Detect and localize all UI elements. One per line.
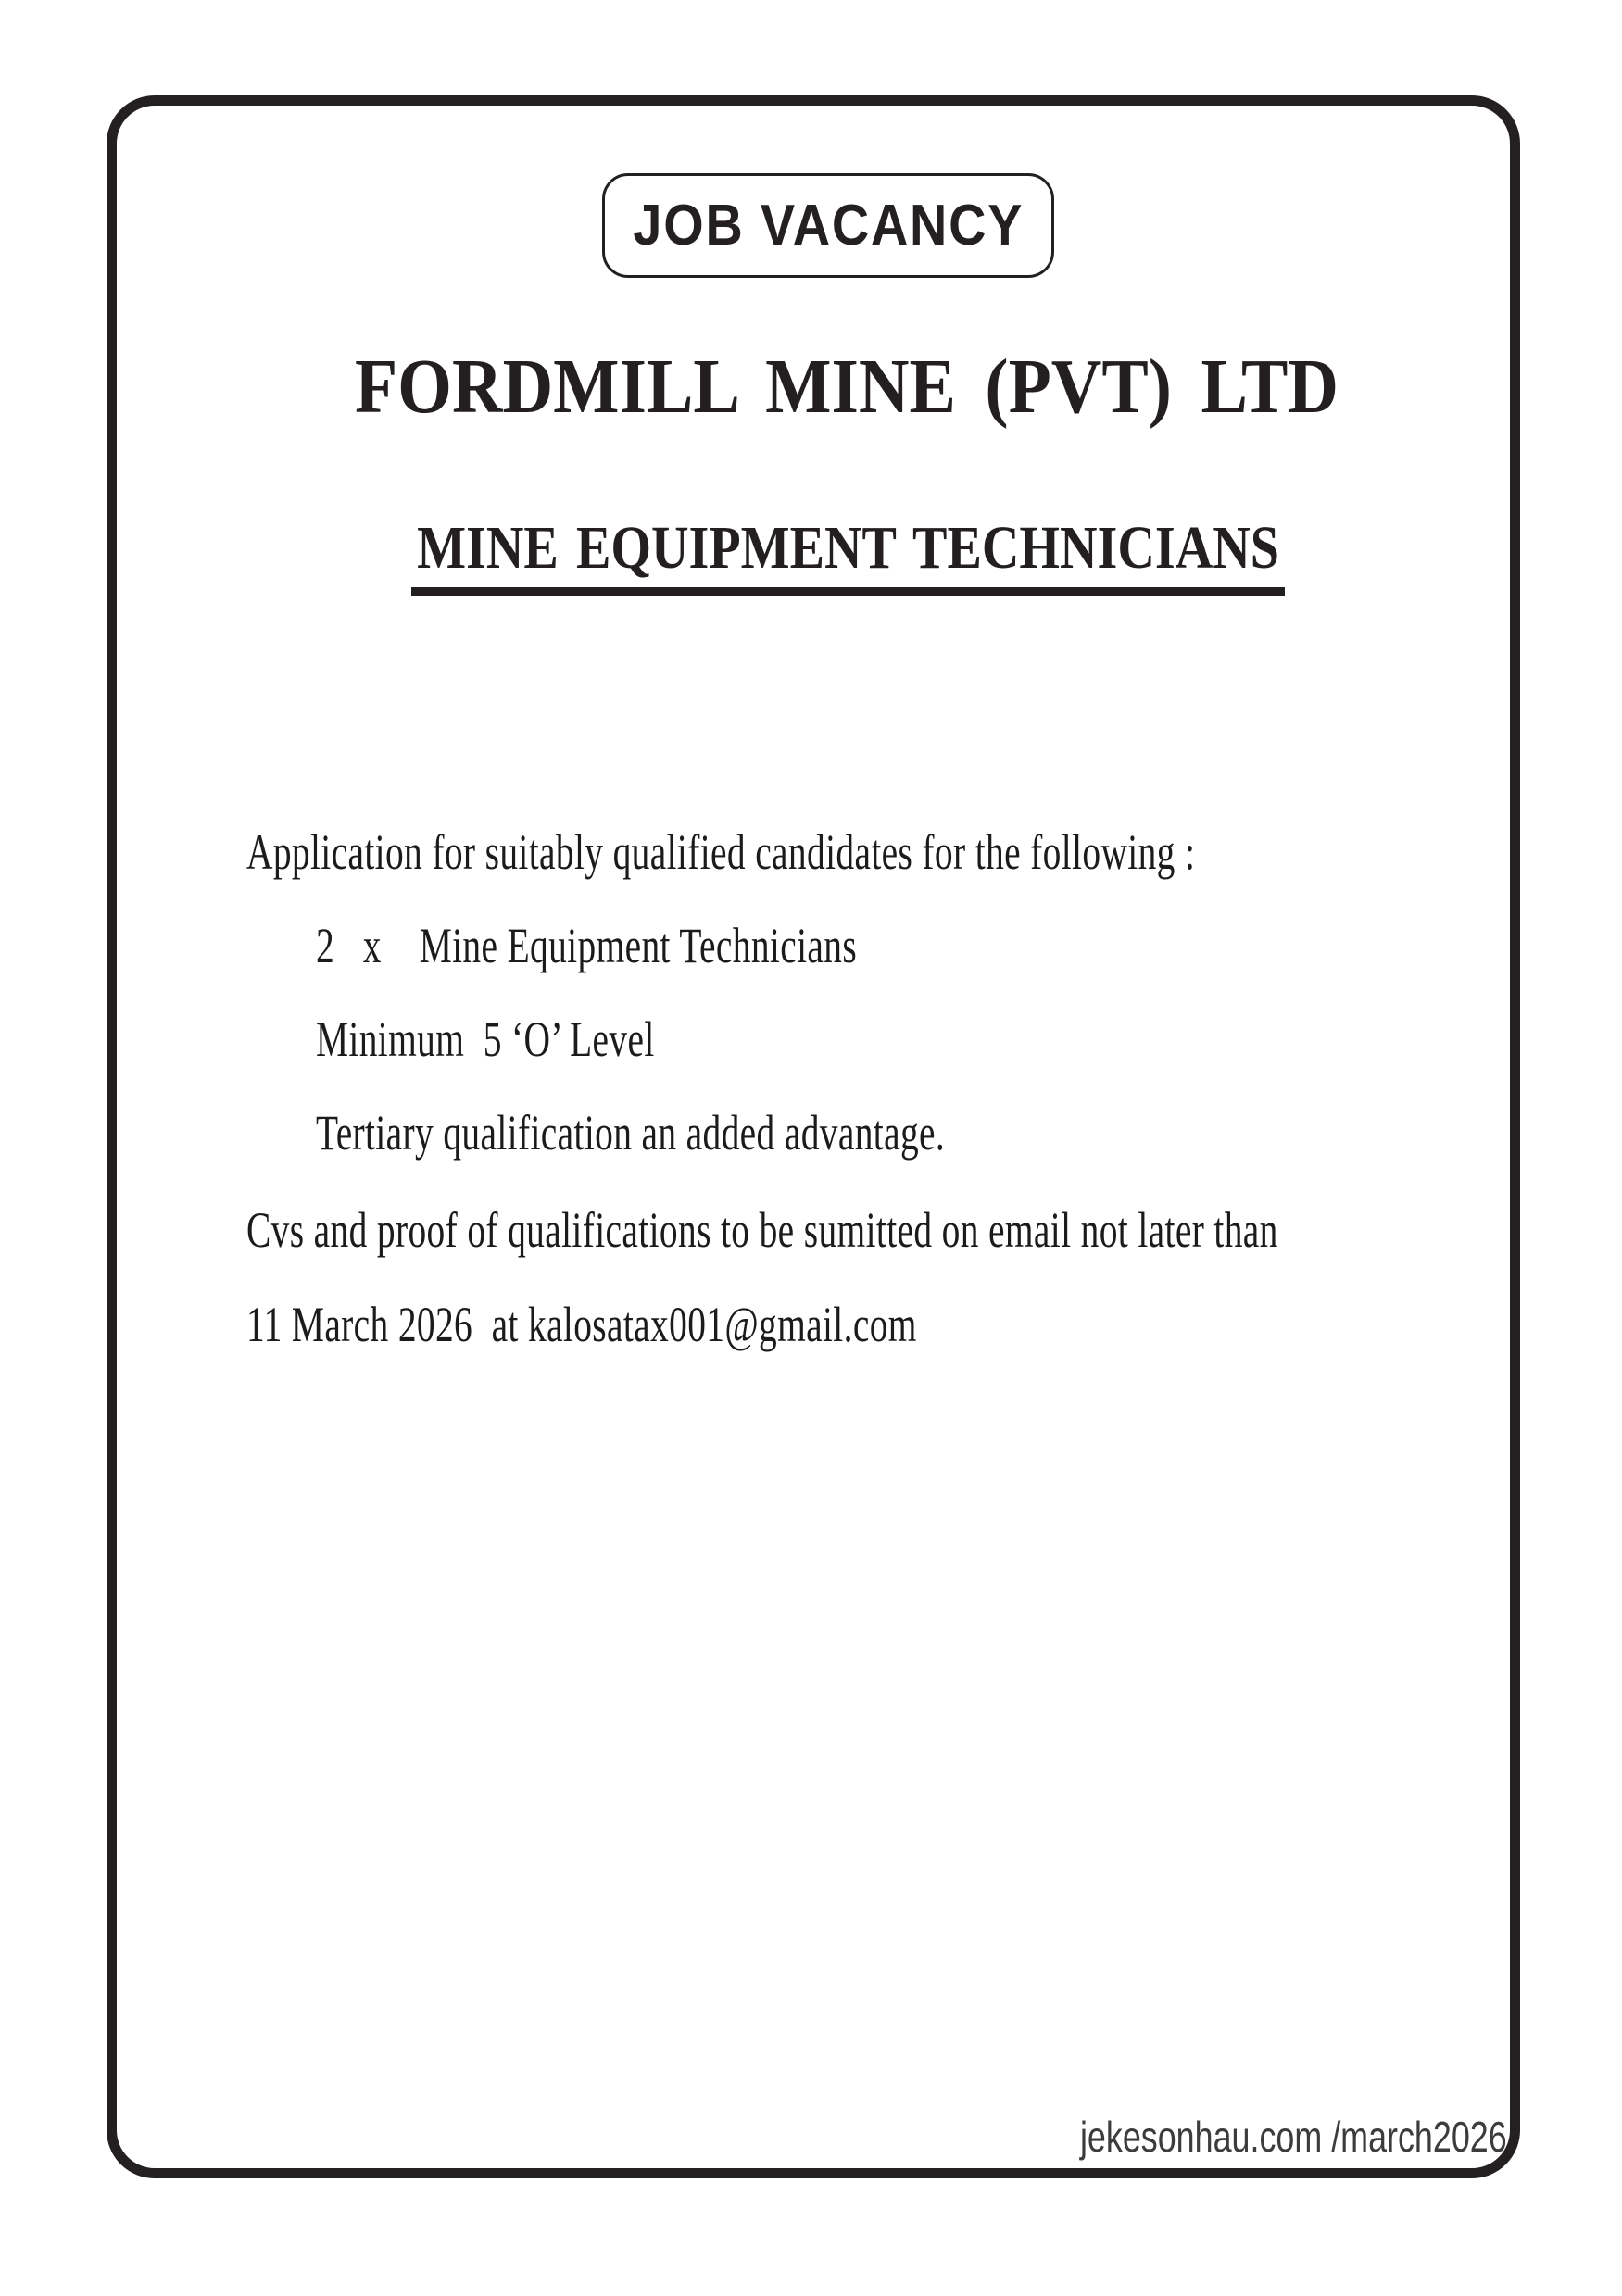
body-line-position-count: 2 x Mine Equipment Technicians: [316, 918, 858, 973]
body-line-minimum-qualification: Minimum 5 ‘O’ Level: [316, 1011, 655, 1067]
position-subtitle-row: [107, 514, 1520, 582]
body-line-intro: Application for suitably qualified candidates for the following :: [246, 824, 1196, 880]
body-line-deadline-email: 11 March 2026 at kalosatax001@gmail.com: [246, 1297, 917, 1352]
company-title-row: [107, 344, 1520, 430]
job-vacancy-badge: [602, 173, 1054, 278]
job-vacancy-label: JOB VACANCY: [633, 193, 1024, 257]
subtitle-underline: [411, 587, 1285, 596]
position-subtitle: MINE EQUIPMENT TECHNICIANS: [417, 514, 1280, 582]
body-line-tertiary-advantage: Tertiary qualification an added advantage.: [316, 1105, 946, 1161]
body-line-cv-instructions: Cvs and proof of qualifications to be sumitted on email not later than: [246, 1202, 1278, 1258]
footer-credit-text: jekesonhau.com /march2026: [1080, 2113, 1507, 2161]
company-title: FORDMILL MINE (PVT) LTD: [354, 344, 1339, 430]
footer-credit: [912, 2073, 1507, 2201]
